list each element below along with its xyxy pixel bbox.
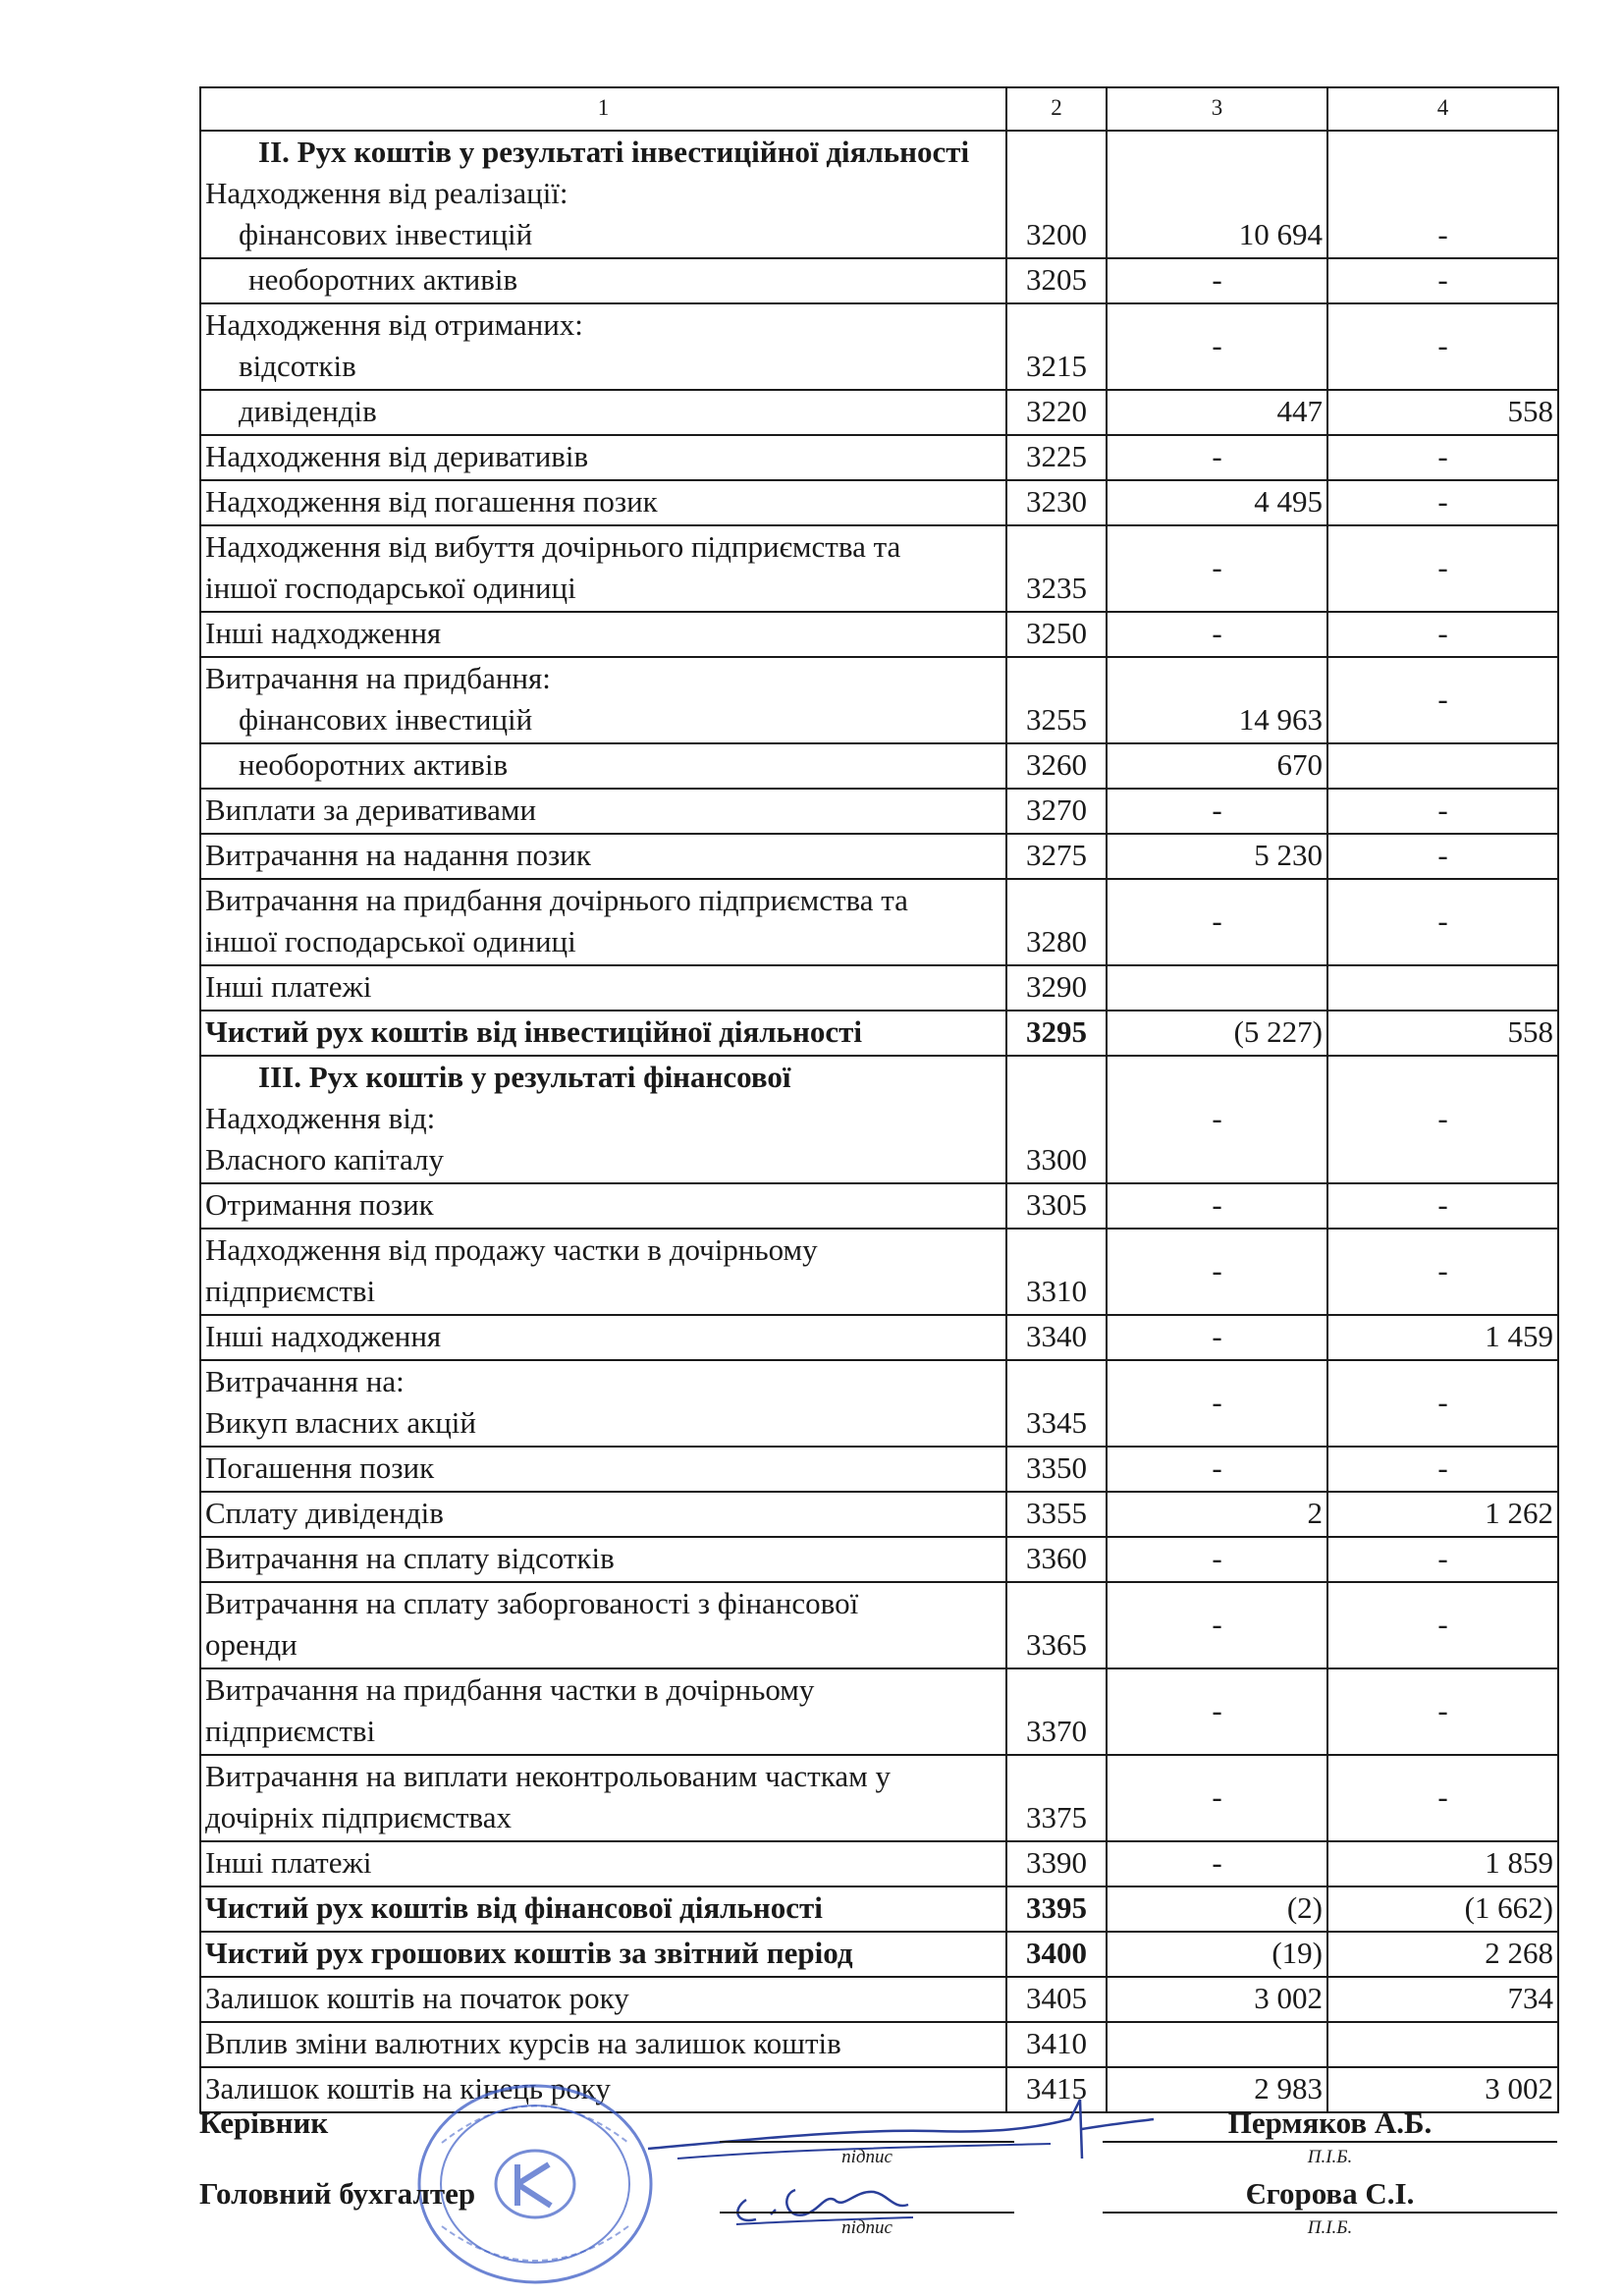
row-code: 3275 xyxy=(1006,834,1107,879)
row-code: 3400 xyxy=(1006,1932,1107,1977)
director-signature-row xyxy=(199,2102,1557,2170)
director-name-caption: П.І.Б. xyxy=(1307,2147,1353,2167)
table-row xyxy=(200,303,1558,390)
row-value-previous: - xyxy=(1327,1447,1558,1492)
row-label-line: Вплив зміни валютних курсів на залишок коштів xyxy=(205,2026,841,2060)
director-name-line xyxy=(1103,2141,1557,2143)
row-label xyxy=(200,131,1006,258)
row-label xyxy=(200,1932,1006,1977)
row-label xyxy=(200,480,1006,525)
row-label-line: Надходження від погашення позик xyxy=(205,484,658,519)
row-label xyxy=(200,1360,1006,1447)
accountant-name: Єгорова С.І. xyxy=(1245,2176,1415,2211)
row-value-current: - xyxy=(1107,1056,1327,1183)
row-code: 3205 xyxy=(1006,258,1107,303)
row-code: 3370 xyxy=(1006,1668,1107,1755)
table-row xyxy=(200,1668,1558,1755)
row-label-line: фінансових інвестицій xyxy=(239,702,533,737)
row-label-line: іншої господарської одиниці xyxy=(205,924,576,958)
row-value-current: (2) xyxy=(1107,1886,1327,1932)
row-label-line: відсотків xyxy=(239,349,356,383)
row-value-current: 14 963 xyxy=(1107,657,1327,743)
row-label-line: Інші надходження xyxy=(205,1319,442,1353)
row-label xyxy=(200,1537,1006,1582)
row-code: 3270 xyxy=(1006,789,1107,834)
row-value-current: 4 495 xyxy=(1107,480,1327,525)
row-label xyxy=(200,1886,1006,1932)
row-label xyxy=(200,1492,1006,1537)
row-value-previous: - xyxy=(1327,1582,1558,1668)
row-label-line: Витрачання на сплату відсотків xyxy=(205,1541,615,1575)
row-label-line: Погашення позик xyxy=(205,1450,435,1485)
row-value-previous xyxy=(1327,743,1558,789)
row-value-current: (5 227) xyxy=(1107,1011,1327,1056)
row-value-previous: - xyxy=(1327,480,1558,525)
row-value-current: - xyxy=(1107,1668,1327,1755)
row-label-line: необоротних активів xyxy=(239,747,509,782)
row-value-previous: 2 268 xyxy=(1327,1932,1558,1977)
row-value-previous: - xyxy=(1327,1360,1558,1447)
row-value-current: 2 xyxy=(1107,1492,1327,1537)
row-label xyxy=(200,612,1006,657)
row-label-line: фінансових інвестицій xyxy=(239,217,533,251)
row-label-line: Надходження від реалізації: xyxy=(205,176,568,210)
table-row xyxy=(200,965,1558,1011)
row-label xyxy=(200,657,1006,743)
row-code: 3345 xyxy=(1006,1360,1107,1447)
row-label-line: Витрачання на сплату заборгованості з фінансової xyxy=(205,1586,859,1620)
row-code: 3350 xyxy=(1006,1447,1107,1492)
row-label-line: дивідендів xyxy=(239,394,377,428)
row-value-previous: - xyxy=(1327,657,1558,743)
row-label xyxy=(200,1229,1006,1315)
row-value-previous: - xyxy=(1327,1229,1558,1315)
row-value-previous: 558 xyxy=(1327,1011,1558,1056)
row-value-previous: 734 xyxy=(1327,1977,1558,2022)
table-row xyxy=(200,525,1558,612)
director-name: Пермяков А.Б. xyxy=(1227,2105,1433,2140)
table-row xyxy=(200,834,1558,879)
row-label xyxy=(200,1315,1006,1360)
row-code: 3410 xyxy=(1006,2022,1107,2067)
row-value-current: - xyxy=(1107,258,1327,303)
row-code: 3340 xyxy=(1006,1315,1107,1360)
row-code: 3405 xyxy=(1006,1977,1107,2022)
accountant-sign-line xyxy=(720,2212,1014,2214)
row-value-current: - xyxy=(1107,1537,1327,1582)
row-label-line: підприємстві xyxy=(205,1714,376,1748)
row-code: 3365 xyxy=(1006,1582,1107,1668)
row-code: 3415 xyxy=(1006,2067,1107,2112)
row-label-line: Залишок коштів на кінець року xyxy=(205,2071,611,2105)
table-row xyxy=(200,258,1558,303)
row-code: 3220 xyxy=(1006,390,1107,435)
table-row xyxy=(200,2022,1558,2067)
row-code: 3395 xyxy=(1006,1886,1107,1932)
row-code: 3300 xyxy=(1006,1056,1107,1183)
table-row xyxy=(200,789,1558,834)
row-label-line: Чистий рух коштів від інвестиційної діяльності xyxy=(205,1014,862,1049)
table-row xyxy=(200,480,1558,525)
row-label-line: Витрачання на: xyxy=(205,1364,405,1398)
row-value-previous: - xyxy=(1327,1183,1558,1229)
table-row xyxy=(200,657,1558,743)
row-value-current: - xyxy=(1107,435,1327,480)
row-value-current: 2 983 xyxy=(1107,2067,1327,2112)
table-row xyxy=(200,1492,1558,1537)
row-label xyxy=(200,965,1006,1011)
row-value-previous: - xyxy=(1327,612,1558,657)
director-sign-line xyxy=(720,2141,1014,2143)
row-code: 3305 xyxy=(1006,1183,1107,1229)
table-row xyxy=(200,1056,1558,1183)
section-title-investing: II. Рух коштів у результаті інвестиційної діяльності xyxy=(258,135,970,169)
row-value-current: 10 694 xyxy=(1107,131,1327,258)
row-label-line: Інші надходження xyxy=(205,616,442,650)
row-label xyxy=(200,743,1006,789)
row-label xyxy=(200,1056,1006,1183)
row-value-current: - xyxy=(1107,789,1327,834)
row-value-current: - xyxy=(1107,525,1327,612)
row-code: 3260 xyxy=(1006,743,1107,789)
table-row xyxy=(200,1977,1558,2022)
row-code: 3375 xyxy=(1006,1755,1107,1841)
row-value-current: 3 002 xyxy=(1107,1977,1327,2022)
row-code: 3390 xyxy=(1006,1841,1107,1886)
row-label xyxy=(200,1755,1006,1841)
row-label-line: оренди xyxy=(205,1627,298,1662)
row-label-line: Витрачання на придбання дочірнього підприємства та xyxy=(205,883,908,917)
row-value-previous: 1 459 xyxy=(1327,1315,1558,1360)
row-code: 3235 xyxy=(1006,525,1107,612)
row-value-current xyxy=(1107,965,1327,1011)
row-code: 3355 xyxy=(1006,1492,1107,1537)
table-row xyxy=(200,1183,1558,1229)
row-value-previous: - xyxy=(1327,525,1558,612)
row-value-previous: - xyxy=(1327,879,1558,965)
row-value-current: - xyxy=(1107,1229,1327,1315)
accountant-name-line xyxy=(1103,2212,1557,2214)
row-value-current: - xyxy=(1107,1183,1327,1229)
signatures-block xyxy=(199,2102,1557,2259)
row-label-line: Виплати за деривативами xyxy=(205,793,537,827)
table-row xyxy=(200,1315,1558,1360)
row-value-previous: - xyxy=(1327,131,1558,258)
table-row xyxy=(200,879,1558,965)
table-row-total xyxy=(200,1932,1558,1977)
row-label-line: Надходження від отриманих: xyxy=(205,307,583,342)
row-label xyxy=(200,1582,1006,1668)
row-label xyxy=(200,435,1006,480)
accountant-name-caption: П.І.Б. xyxy=(1307,2217,1353,2238)
table-row xyxy=(200,612,1558,657)
row-value-previous xyxy=(1327,2022,1558,2067)
row-code: 3255 xyxy=(1006,657,1107,743)
row-label xyxy=(200,879,1006,965)
row-label-line: Інші платежі xyxy=(205,969,372,1004)
row-value-current: 447 xyxy=(1107,390,1327,435)
cash-flow-table xyxy=(199,86,1559,2113)
row-label-line: Надходження від: xyxy=(205,1101,436,1135)
row-label-line: Витрачання на придбання частки в дочірньому xyxy=(205,1672,815,1707)
row-label-line: Витрачання на придбання: xyxy=(205,661,551,695)
table-row xyxy=(200,1229,1558,1315)
director-sign-caption: підпис xyxy=(841,2147,893,2167)
director-title: Керівник xyxy=(199,2105,329,2140)
table-row-total xyxy=(200,1886,1558,1932)
row-value-previous: - xyxy=(1327,1056,1558,1183)
table-row xyxy=(200,1537,1558,1582)
column-number-3: 3 xyxy=(1107,87,1327,131)
table-row xyxy=(200,1755,1558,1841)
row-value-current: - xyxy=(1107,1360,1327,1447)
row-label-line: Інші платежі xyxy=(205,1845,372,1880)
row-value-current: - xyxy=(1107,879,1327,965)
row-label xyxy=(200,2022,1006,2067)
row-value-previous: 558 xyxy=(1327,390,1558,435)
row-label-line: Чистий рух коштів від фінансової діяльності xyxy=(205,1890,823,1925)
row-label-line: Витрачання на виплати неконтрольованим часткам у xyxy=(205,1759,891,1793)
row-code: 3280 xyxy=(1006,879,1107,965)
row-value-current xyxy=(1107,2022,1327,2067)
row-label xyxy=(200,390,1006,435)
row-code: 3290 xyxy=(1006,965,1107,1011)
row-value-previous: - xyxy=(1327,834,1558,879)
row-value-previous: - xyxy=(1327,1755,1558,1841)
table-row xyxy=(200,1447,1558,1492)
row-label-line: Надходження від продажу частки в дочірньому xyxy=(205,1232,818,1267)
row-value-previous: - xyxy=(1327,1668,1558,1755)
row-label xyxy=(200,789,1006,834)
row-label xyxy=(200,1977,1006,2022)
row-label xyxy=(200,1668,1006,1755)
column-number-2: 2 xyxy=(1006,87,1107,131)
row-label-line: Власного капіталу xyxy=(205,1142,445,1176)
row-label-line: іншої господарської одиниці xyxy=(205,571,576,605)
row-value-current: - xyxy=(1107,1447,1327,1492)
row-label xyxy=(200,1183,1006,1229)
row-label-line: Витрачання на надання позик xyxy=(205,838,591,872)
row-value-previous: (1 662) xyxy=(1327,1886,1558,1932)
row-code: 3360 xyxy=(1006,1537,1107,1582)
row-code: 3250 xyxy=(1006,612,1107,657)
section-title-financing: III. Рух коштів у результаті фінансової xyxy=(258,1060,791,1094)
row-label-line: Сплату дивідендів xyxy=(205,1496,444,1530)
table-row xyxy=(200,743,1558,789)
row-label-line: Викуп власних акцій xyxy=(205,1405,476,1440)
row-value-previous: - xyxy=(1327,258,1558,303)
row-label xyxy=(200,834,1006,879)
row-value-previous: - xyxy=(1327,1537,1558,1582)
row-label-line: Отримання позик xyxy=(205,1187,434,1222)
row-label-line: Залишок коштів на початок року xyxy=(205,1981,629,2015)
row-code: 3295 xyxy=(1006,1011,1107,1056)
row-value-previous xyxy=(1327,965,1558,1011)
row-label-line: підприємстві xyxy=(205,1274,376,1308)
row-value-previous: 1 262 xyxy=(1327,1492,1558,1537)
row-label xyxy=(200,303,1006,390)
row-label-line: Надходження від деривативів xyxy=(205,439,589,473)
accountant-signature-row xyxy=(199,2172,1557,2241)
row-value-current: 670 xyxy=(1107,743,1327,789)
row-value-previous: - xyxy=(1327,789,1558,834)
column-number-4: 4 xyxy=(1327,87,1558,131)
row-value-current: 5 230 xyxy=(1107,834,1327,879)
row-value-current: - xyxy=(1107,1315,1327,1360)
table-row xyxy=(200,390,1558,435)
table-row xyxy=(200,435,1558,480)
row-code: 3310 xyxy=(1006,1229,1107,1315)
column-number-1: 1 xyxy=(200,87,1006,131)
row-value-previous: 3 002 xyxy=(1327,2067,1558,2112)
table-row xyxy=(200,131,1558,258)
row-value-current: - xyxy=(1107,1582,1327,1668)
row-code: 3215 xyxy=(1006,303,1107,390)
row-label xyxy=(200,1841,1006,1886)
accountant-title: Головний бухгалтер xyxy=(199,2176,476,2211)
table-row xyxy=(200,1841,1558,1886)
row-label-line: необоротних активів xyxy=(248,262,518,297)
row-value-previous: - xyxy=(1327,435,1558,480)
row-label xyxy=(200,525,1006,612)
table-row-total xyxy=(200,1011,1558,1056)
row-value-current: (19) xyxy=(1107,1932,1327,1977)
row-value-previous: - xyxy=(1327,303,1558,390)
row-value-current: - xyxy=(1107,1755,1327,1841)
column-number-row xyxy=(200,87,1558,131)
row-label-line: Чистий рух грошових коштів за звітний період xyxy=(205,1936,853,1970)
row-label xyxy=(200,258,1006,303)
table-row xyxy=(200,1360,1558,1447)
row-label-line: Надходження від вибуття дочірнього підприємства та xyxy=(205,529,901,564)
row-label xyxy=(200,1447,1006,1492)
table-row xyxy=(200,1582,1558,1668)
row-label xyxy=(200,1011,1006,1056)
row-code: 3200 xyxy=(1006,131,1107,258)
row-label-line: дочірніх підприємствах xyxy=(205,1800,512,1834)
row-code: 3225 xyxy=(1006,435,1107,480)
row-value-current: - xyxy=(1107,612,1327,657)
row-value-previous: 1 859 xyxy=(1327,1841,1558,1886)
row-value-current: - xyxy=(1107,1841,1327,1886)
row-value-current: - xyxy=(1107,303,1327,390)
accountant-sign-caption: підпис xyxy=(841,2217,893,2238)
row-code: 3230 xyxy=(1006,480,1107,525)
